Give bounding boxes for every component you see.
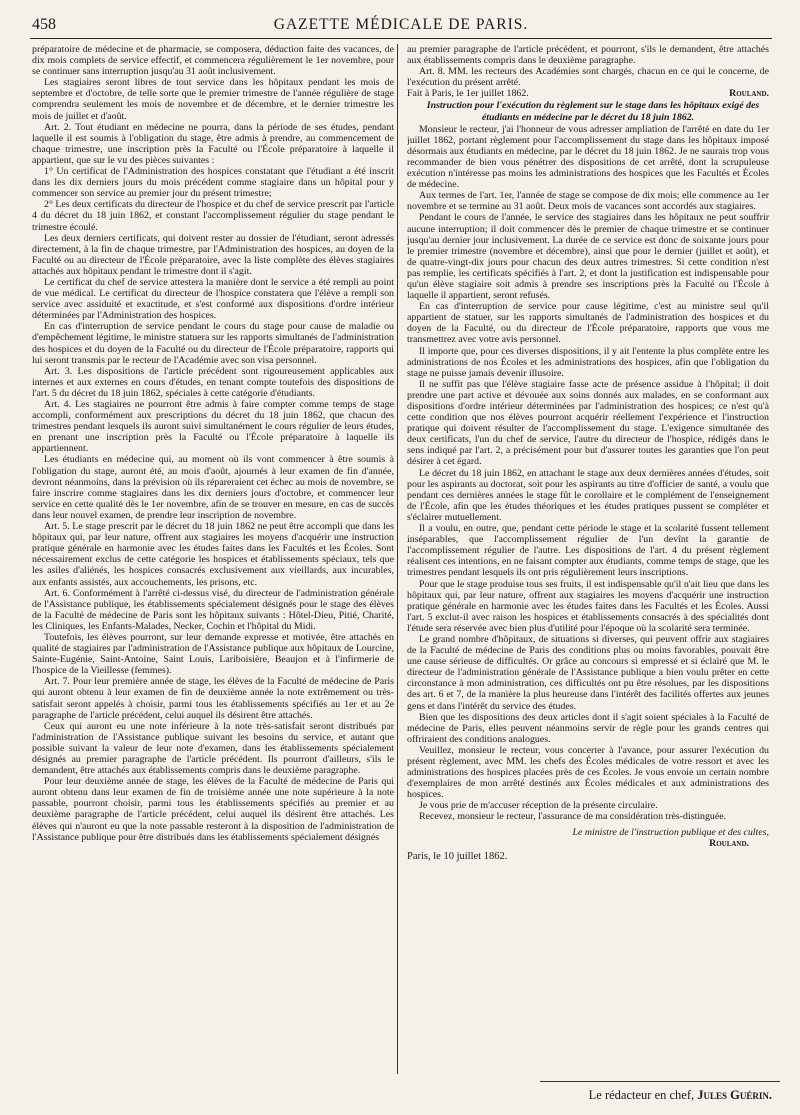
instruction-paragraph: Il a voulu, en outre, que, pendant cette période le stage et la scolarité fussent tellement inséparables, que l'accomplissement régulier de l'un devînt la garantie de l'accomplissement régulier de l'autre. Les dispositions de l'art. 4 du présent règlement réalisent ces intentions, en ne faisant compter aux étudiants, comme temps de stage, que les trimestres pendant lesquels ils ont pris régulièrement leurs inscriptions. <box>407 523 769 579</box>
editor-name: Jules Guérin. <box>697 1088 772 1102</box>
instruction-paragraph: Pendant le cours de l'année, le service des stagiaires dans les hôpitaux ne peut souffrir aucune interruption; il doit commencer dès le premier de chaque trimestre et se continuer jusqu'au dernier jour inclusivement. La durée de ce service est donc de soixante jours pour le premier trimestre (novembre et décembre), ainsi que pour le dernier (juillet et août), et de quatre-vingt-dix jours pour chacun des deux autres trimestres. Si cette condition n'est pas remplie, les certificats spécifiés à l'art. 2, et dont la justification est indispensable pour qu'un élève stagiaire soit admis à prendre ses inscriptions près la Faculté ou l'École à laquelle il appartient, seront refusés. <box>407 212 769 302</box>
page-number: 458 <box>32 16 56 33</box>
column-divider <box>397 44 398 1074</box>
article-paragraph: Toutefois, les élèves pourront, sur leur demande expresse et motivée, être attachés en qualité de stagiaires par l'administration de l'Assistance publique aux hôpitaux de Lourcine, Sainte-Eugénie, Saint-Antoine, Saint Louis, Lariboisière, Beaujon et à l'infirmerie de l'hospice de la Vieillesse (femmes). <box>32 631 394 677</box>
instruction-paragraph: Il importe que, pour ces diverses dispositions, il y ait l'entente la plus complète entre les administrations de nos Écoles et les administrations des hospices, afin que l'obligation du stage ne puisse jamais devenir illusoire. <box>407 345 769 379</box>
article-paragraph: Les stagiaires seront libres de tout service dans les hôpitaux pendant les mois de septembre et d'octobre, de telle sorte que le premier trimestre de l'année régulière de stage comprendra seulement les mois de novembre et de décembre, et le dernier trimestre les mois de juillet et d'août. <box>32 77 394 122</box>
footer-divider <box>540 1081 780 1082</box>
article-paragraph: au premier paragraphe de l'article précédent, et pourront, s'ils le demandent, être attachés aux établissements compris dans le deuxième paragraphe. <box>407 44 769 67</box>
instruction-paragraph: Bien que les dispositions des deux articles dont il s'agit soient spéciales à la Faculté de médecine de Paris, elles peuvent néanmoins servir de règle pour les grands centres qui offriraient des conditions analogues. <box>407 711 769 745</box>
article-paragraph: Art. 7. Pour leur première année de stage, les élèves de la Faculté de médecine de Paris qui auront obtenu à leur examen de fin de deuxième année la note extrêmement ou très-satisfait seront appelés à choisir, parmi tous les établissements spécifiés au 1er et au 2e paragraphe de l'article précédent, celui auquel ils désirent être attachés. <box>32 676 394 721</box>
page-header <box>30 14 772 39</box>
article-paragraph: Art. 8. MM. les recteurs des Académies sont chargés, chacun en ce qui le concerne, de l'exécution du présent arrêté. <box>407 66 769 89</box>
article-paragraph: Art. 2. Tout étudiant en médecine ne pourra, dans la période de ses études, pendant laquelle il est soumis à l'obligation du stage, être admis à prendre, au commencement de chaque trimestre, une inscription près la Faculté ou l'École préparatoire à laquelle il appartient, que sur le vu des pièces suivantes : <box>32 121 394 166</box>
arrete-signature: Rouland. <box>729 88 769 100</box>
instruction-paragraph: Recevez, monsieur le recteur, l'assurance de ma considération très-distinguée. <box>419 811 727 823</box>
article-paragraph: En cas d'interruption de service pendant le cours du stage pour cause de maladie ou d'empêchement légitime, le ministre statuera sur les rapports simultanés de l'administration des hospices et du doyen de la Faculté ou du directeur de l'École préparatoire, rapports qui lui seront transmis par le recteur de l'Académie avec son visa personnel. <box>32 321 394 366</box>
article-paragraph: Art. 5. Le stage prescrit par le décret du 18 juin 1862 ne peut être accompli que dans les hôpitaux qui, par leur nature, offrent aux stagiaires les moyens d'acquérir une instruction pratique générale en harmonie avec les études faites dans les Facultés et les Écoles. Sont nécessairement exclus de cette catégorie les hospices et établissements spéciaux, tels que les asiles d'aliénés, les hospices consacrés exclusivement aux vieillards, aux incurables, aux enfants assistés, aux accouchements, les prisons, etc. <box>32 521 394 588</box>
page-footer <box>589 1088 772 1103</box>
article-paragraph: Les deux derniers certificats, qui doivent rester au dossier de l'étudiant, seront adressés directement, à la fin de chaque trimestre, par l'Administration des hospices, au doyen de la Faculté ou au directeur de l'École préparatoire, avec la liste complète des élèves stagiaires attachés aux hôpitaux pendant le trimestre dont il s'agit. <box>32 232 394 277</box>
article-paragraph: Le certificat du chef de service attestera la manière dont le service a été rempli au point de vue médical. Le certificat du directeur de l'hospice constatera que l'élève a rempli son service avec assiduité et exactitude, et s'est conformé aux dispositions d'ordre intérieur déterminées par l'Administration des hospices. <box>32 276 394 322</box>
minister-signature: Rouland. <box>709 837 749 849</box>
article-paragraph: Art. 6. Conformément à l'arrêté ci-dessus visé, du directeur de l'administration générale de l'Assistance publique, les établissements spécialement désignés pour le stage des élèves de la Faculté de médecine de Paris sont les hôpitaux suivants : Hôtel-Dieu, Pitié, Charité, les Cliniques, les Enfants-Malades, Necker, Cochin et l'hôpital du Midi. <box>32 587 394 632</box>
editor-label: Le rédacteur en chef, <box>588 1088 695 1102</box>
right-column <box>407 44 769 1074</box>
instruction-paragraph: Je vous prie de m'accuser réception de la présente circulaire. <box>419 800 658 812</box>
minister-title: Le ministre de l'instruction publique et des cultes, <box>572 826 769 838</box>
article-paragraph: Pour leur deuxième année de stage, les élèves de la Faculté de médecine de Paris qui auront obtenu dans leur examen de fin de troisième année une note supérieure à la note passable, pourront choisir, parmi tous les établissements spécifiés au premier et au deuxième paragraphe de l'article précédent, celui auquel ils désirent être attachés. Les élèves qui n'auront eu que la note passable resteront à la disposition de l'administration de l'Assistance publique pour être distribués dans les établissements spécialement désignés <box>32 776 394 843</box>
instruction-paragraph: Il ne suffit pas que l'élève stagiaire fasse acte de présence assidue à l'hôpital; il doit prendre une part active et dévouée aux soins donnés aux malades, en se conformant aux dispositions d'ordre intérieur déterminées par l'administration des hospices; ce n'est qu'à cette condition que nos élèves pourront acquérir réellement l'expérience et l'instruction pratique qui doivent résulter de l'accomplissement du stage. L'exigence simultanée des deux certificats, l'un du chef de service, l'autre du directeur de l'hospice, rédigés dans le sens indiqué par l'art. 2, a précisément pour but d'assurer toutes les garanties que l'on peut désirer à cet égard. <box>407 378 769 468</box>
instruction-paragraph: En cas d'interruption de service pour cause légitime, c'est au ministre seul qu'il appartient de statuer, sur les rapports simultanés de l'administration des hospices et du doyen de la Faculté, ou du directeur de l'École préparatoire, rapports que vous me transmettrez avec votre avis personnel. <box>407 301 769 346</box>
instruction-paragraph: Veuillez, monsieur le recteur, vous concerter à l'avance, pour assurer l'exécution du présent règlement, avec MM. les chefs des Écoles médicales de votre ressort et avec les administrations des hospices placées près de ces Écoles. Je vous envoie un certain nombre d'exemplaires de mon arrêté destinés aux Écoles médicales et aux administrations des hospices. <box>407 744 769 801</box>
article-paragraph: 2° Les deux certificats du directeur de l'hospice et du chef de service prescrit par l'article 4 du décret du 18 juin 1862, et constant l'accomplissement régulier du stage pendant le trimestre écoulé. <box>32 199 394 233</box>
article-paragraph: Art. 3. Les dispositions de l'article précédent sont rigoureusement applicables aux internes et aux externes en cours d'études, en tenant compte toutefois des dispositions de l'art. 5 du décret du 18 juin 1862, spéciales à cette catégorie d'étudiants. <box>32 365 394 399</box>
instruction-paragraph: Aux termes de l'art. 1er, l'année de stage se compose de dix mois; elle commence au 1er novembre et se termine au 31 août. Deux mois de vacances sont accordés aux stagiaires. <box>407 190 769 213</box>
arrete-dateline <box>407 88 769 99</box>
instruction-title: Instruction pour l'exécution du règlement sur le stage dans les hôpitaux exigé des étudiants en médecine par le décret du 18 juin 1862. <box>426 100 760 123</box>
closing-date: Paris, le 10 juillet 1862. <box>407 850 508 862</box>
instruction-paragraph: Le décret du 18 juin 1862, en attachant le stage aux deux dernières années d'études, soit pour les aspirants au doctorat, soit pour les aspirants au titre d'officier de santé, a voulu que pendant ces dernières années le stage fût le corollaire et le complément de l'enseignement de l'École, afin que les études théoriques et les études pratiques pussent se compléter et s'éclairer mutuellement. <box>407 467 769 523</box>
instruction-paragraph: Pour que le stage produise tous ses fruits, il est indispensable qu'il n'ait lieu que dans les hôpitaux qui, par leur nature, offrent aux stagiaires les moyens d'acquérir une instruction pratique générale en harmonie avec les études faites dans les Facultés et les Écoles. Aussi l'art. 5 exclut-il avec raison les hospices et établissements consacrés à des spécialités dont l'étude sera réservée avec bien plus d'utilité pour l'époque où la scolarité sera terminée. <box>407 578 769 634</box>
article-paragraph: 1° Un certificat de l'Administration des hospices constatant que l'étudiant a été inscrit dans les dix derniers jours du mois précédent comme stagiaire dans un hôpital pour y commencer son service au premier jour du présent trimestre; <box>32 166 394 200</box>
article-paragraph: Ceux qui auront eu une note inférieure à la note très-satisfait seront distribués par l'administration de l'Assistance publique suivant les besoins du service, et autant que possible suivant la valeur de leur note d'examen, dans les établissements spécialement désignés au premier paragraphe de l'article précédent. Ils pourront d'ailleurs, s'ils le demandent, être attachés aux établissements compris dans le deuxième paragraphe. <box>32 720 394 777</box>
article-paragraph: Les étudiants en médecine qui, au moment où ils vont commencer à être soumis à l'obligation du stage, auront été, au mois d'août, ajournés à leur examen de fin d'année, devront néanmoins, dans la prévision où ils répareraient cet échec au mois de novembre, se faire inscrire comme stagiaires dans les dix derniers jours d'octobre, et commencer leur service en cette qualité dès le 1er novembre, afin de se trouver en mesure, en cas de succès dans leur nouvel examen, de prendre leur inscription de novembre. <box>32 454 394 521</box>
article-paragraph: Art. 4. Les stagiaires ne pourront être admis à faire compter comme temps de stage accompli, conformément aux prescriptions du décret du 18 juin 1862, que chacun des trimestres pendant lesquels ils auront suivi simultanément le cours régulier de leurs études, en prenant une inscription près la Faculté ou l'École préparatoire à laquelle ils appartiennent. <box>32 399 394 455</box>
left-column <box>32 44 394 1074</box>
arrete-date: Fait à Paris, le 1er juillet 1862. <box>407 88 529 100</box>
instruction-paragraph: Le grand nombre d'hôpitaux, de situations si diverses, qui peuvent offrir aux stagiaires de la Faculté de médecine de Paris des conditions plus ou moins favorables, pouvait être une cause sérieuse de difficultés. Or grâce au concours si empressé et si éclairé que M. le directeur de l'administration générale de l'Assistance publique a bien voulu prêter en cette circonstance à mon administration, ces difficultés ont pu être résolues, par les dispositions des art. 6 et 7, de la manière la plus heureuse dans l'intérêt des facilités offertes aux jeunes gens et dans l'intérêt du service des études. <box>407 633 769 712</box>
instruction-paragraph: Monsieur le recteur, j'ai l'honneur de vous adresser ampliation de l'arrêté en date du 1er juillet 1862, portant règlement pour l'accomplissement du stage dans les hôpitaux imposé désormais aux étudiants en médecine, par le décret du 18 juin 1862. Je ne saurais trop vous recommander de bien vous pénétrer des dispositions de cet arrêté, dont la scrupuleuse exécution n'intéresse pas moins les administrations des hospices que les Facultés et Écoles de médecine. <box>407 123 769 191</box>
article-paragraph: préparatoire de médecine et de pharmacie, se composera, déduction faite des vacances, de dix mois complets de service effectif, et commencera régulièrement le 1er novembre, pour se continuer sans interruption jusqu'au 31 août inclusivement. <box>32 44 394 78</box>
journal-title: GAZETTE MÉDICALE DE PARIS. <box>273 16 529 33</box>
